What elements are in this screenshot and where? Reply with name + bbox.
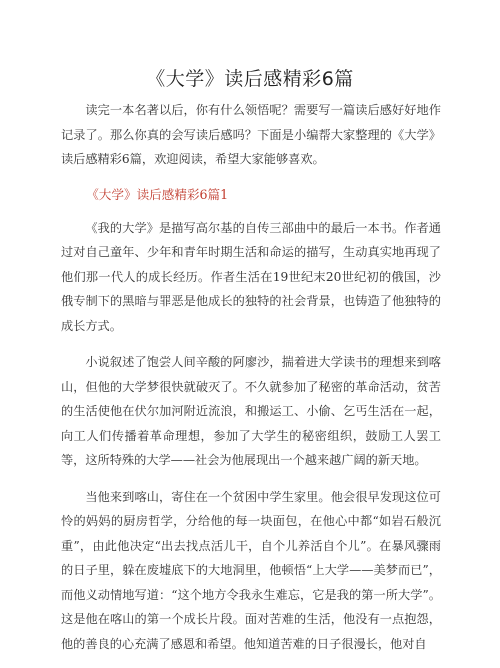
intro-paragraph: 读完一本名著以后，你有什么领悟呢？需要写一篇读后感好好地作记录了。那么你真的会写读后感吗？下面是小编帮大家整理的《大学》读后感精彩6篇，欢迎阅读，希望大家能够喜欢。	[61, 103, 441, 166]
section-heading: 《大学》读后感精彩6篇1	[86, 186, 229, 202]
article-body	[61, 98, 441, 668]
body-paragraph: 《我的大学》是描写高尔基的自传三部曲中的最后一本书。作者通过对自己童年、少年和青年时期生活和命运的描写，生动真实地再现了他们那一代人的成长经历。作者生活在19世纪末20世纪初的俄国，沙俄专制下的黑暗与罪恶是他成长的独特的社会背景，也铸造了他独特的成长方式。	[61, 220, 441, 333]
page-title: 《大学》读后感精彩6篇	[146, 68, 354, 90]
body-paragraph: 当他来到喀山，寄住在一个贫困中学生家里。他会很早发现这位可怜的妈妈的厨房哲学，分给他的每一块面包，在他心中都“如岩石般沉重”，由此他决定“出去找点活儿干，自个儿养活自个儿”。在暴风骤雨的日子里，躲在废墟底下的大地洞里，他顿悟“上大学——美梦而已”，而他义动情地写道：“这个地方令我永生难忘，它是我的第一所大学”。这是他在喀山的第一个成长片段。面对苦难的生活，他没有一点抱怨，他的善良的心充满了感恩和希望。他知道苦难的日子很漫长，他对自	[61, 489, 441, 651]
body-paragraph: 小说叙述了饱尝人间辛酸的阿廖沙，揣着进大学读书的理想来到喀山，但他的大学梦很快就破灭了。不久就参加了秘密的革命活动，贫苦的生活使他在伏尔加河附近流浪，和搬运工、小偷、乞丐生活在一起，向工人们传播着革命理想，参加了大学生的秘密组织，鼓励工人罢工等，这所特殊的大学——社会为他展现出一个越来越广阔的新天地。	[61, 355, 441, 467]
